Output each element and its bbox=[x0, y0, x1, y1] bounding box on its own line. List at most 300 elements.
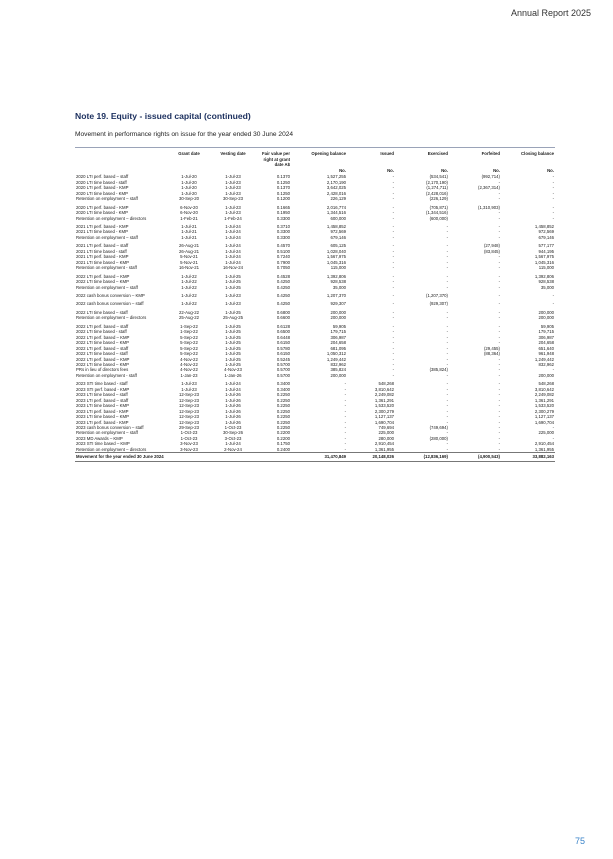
issued: - bbox=[392, 210, 394, 216]
issued: - bbox=[392, 323, 394, 329]
row-label: 2021 LTI time based - KMP bbox=[76, 229, 128, 235]
row-label: 2020 LTI perf. based - KMP bbox=[76, 185, 129, 191]
fair-value: 0.6500 bbox=[276, 329, 290, 335]
opening-balance: 200,000 bbox=[330, 315, 346, 321]
issued: - bbox=[392, 329, 394, 335]
closing-balance: - bbox=[552, 435, 554, 441]
grant-date: 4-Nov-22 bbox=[180, 361, 198, 367]
issued: - bbox=[392, 356, 394, 362]
fair-value: 0.1950 bbox=[276, 210, 290, 216]
closing-balance: 200,000 bbox=[538, 372, 554, 378]
row-label: 2021 LTI time based – KMP bbox=[76, 259, 129, 265]
opening-balance: 1,207,370 bbox=[326, 292, 346, 298]
closing-balance: 200,000 bbox=[538, 309, 554, 315]
grant-date: 1-Oct-23 bbox=[180, 430, 198, 436]
vesting-date: 1-Feb-24 bbox=[224, 215, 242, 221]
grant-date: 1-Jul-21 bbox=[181, 229, 197, 235]
forfeited: - bbox=[498, 446, 500, 452]
forfeited: - bbox=[498, 424, 500, 430]
row-label: 2022 cash bonus conversion – staff bbox=[76, 301, 144, 307]
grant-date: 12-Sep-23 bbox=[178, 408, 200, 414]
row-label: 2023 LTI time based – KMP bbox=[76, 414, 129, 420]
unit-fair-value bbox=[255, 168, 291, 175]
closing-balance: 35,000 bbox=[540, 284, 554, 290]
total-exercised: (12,836,169) bbox=[395, 453, 449, 461]
fair-value: 0.1370 bbox=[276, 185, 290, 191]
row-label: 2023 LTI perf. based - KMP bbox=[76, 419, 129, 425]
issued: 225,000 bbox=[378, 430, 394, 436]
forfeited: - bbox=[498, 224, 500, 229]
exercised: - bbox=[446, 414, 448, 420]
vesting-date: 1-Jul-25 bbox=[225, 309, 241, 315]
row-label: 2021 LTI time based - staff bbox=[76, 248, 127, 254]
forfeited: (1,310,903) bbox=[478, 204, 500, 210]
forfeited: - bbox=[498, 386, 500, 392]
closing-balance: 3,810,642 bbox=[534, 386, 554, 392]
closing-balance: - bbox=[552, 190, 554, 196]
fair-value: 0.2200 bbox=[276, 430, 290, 436]
forfeited: - bbox=[498, 284, 500, 290]
table-top-rule bbox=[75, 147, 555, 148]
forfeited: (88,364) bbox=[483, 351, 500, 357]
report-title: Annual Report 2025 bbox=[510, 8, 591, 18]
forfeited: - bbox=[498, 392, 500, 398]
performance-rights-table-container bbox=[75, 150, 555, 462]
vesting-date: 1-Jul-25 bbox=[225, 345, 241, 351]
vesting-date: 1-Jul-25 bbox=[225, 284, 241, 290]
fair-value: 0.4250 bbox=[276, 284, 290, 290]
grant-date: 22-Aug-22 bbox=[178, 309, 200, 315]
grant-date: 1-Jul-22 bbox=[181, 301, 197, 307]
grant-date: 1-Sep-22 bbox=[180, 323, 198, 329]
opening-balance: 200,000 bbox=[330, 309, 346, 315]
issued: - bbox=[392, 279, 394, 285]
fair-value: 0.3300 bbox=[276, 229, 290, 235]
fair-value: 0.1250 bbox=[276, 179, 290, 185]
row-label: 2023 LTI perf. based – staff bbox=[76, 397, 129, 403]
opening-balance: 679,146 bbox=[330, 234, 346, 240]
exercised: (929,307) bbox=[429, 301, 448, 307]
fair-value: 0.7050 bbox=[276, 265, 290, 271]
fair-value: 0.5700 bbox=[276, 372, 290, 378]
row-label: 2022 LTI perf. based – KMP bbox=[76, 334, 130, 340]
vesting-date: 4-Nov-23 bbox=[224, 367, 242, 373]
exercised: - bbox=[446, 315, 448, 321]
row-label: 2022 LTI time based – KMP bbox=[76, 340, 129, 346]
issued: - bbox=[392, 229, 394, 235]
forfeited: - bbox=[498, 190, 500, 196]
issued: - bbox=[392, 190, 394, 196]
column-header-opening-balance: Opening balance bbox=[311, 151, 346, 156]
grant-date: 5-Sep-22 bbox=[180, 345, 198, 351]
forfeited: - bbox=[498, 315, 500, 321]
grant-date: 26-Aug-21 bbox=[178, 248, 200, 254]
unit-vesting-date bbox=[211, 168, 255, 175]
column-header-grant-date: Grant date bbox=[178, 151, 200, 156]
closing-balance: - bbox=[552, 215, 554, 221]
forfeited: - bbox=[498, 309, 500, 315]
note-title: Note 19. Equity - issued capital (continued) bbox=[75, 111, 251, 121]
forfeited: - bbox=[498, 340, 500, 346]
forfeited: - bbox=[498, 179, 500, 185]
grant-date: 3-Nov-23 bbox=[180, 446, 198, 452]
grant-date: 12-Sep-23 bbox=[178, 419, 200, 425]
exercised: - bbox=[446, 329, 448, 335]
row-label: 2022 LTI time based – KMP bbox=[76, 361, 129, 367]
forfeited: - bbox=[498, 367, 500, 373]
vesting-date: 1-Jul-25 bbox=[225, 329, 241, 335]
opening-balance: - bbox=[344, 430, 346, 436]
total-issued: 20,148,026 bbox=[347, 453, 395, 461]
grant-date: 26-Aug-21 bbox=[178, 243, 200, 249]
grant-date: 30-Sep-20 bbox=[178, 196, 200, 202]
exercised: (1,274,711) bbox=[426, 185, 448, 191]
opening-balance: - bbox=[344, 414, 346, 420]
opening-balance: 2,170,190 bbox=[326, 179, 346, 185]
closing-balance: 306,987 bbox=[538, 334, 554, 340]
grant-date: 5-Sep-22 bbox=[180, 340, 198, 346]
grant-date: 1-Jul-23 bbox=[181, 381, 197, 387]
opening-balance: 1,050,312 bbox=[326, 351, 346, 357]
row-label: 2023 STI time based - staff bbox=[76, 381, 128, 387]
fair-value: 0.4250 bbox=[276, 301, 290, 307]
opening-balance: - bbox=[344, 397, 346, 403]
closing-balance: - bbox=[552, 185, 554, 191]
closing-balance: 651,640 bbox=[538, 345, 554, 351]
vesting-date: 1-Jul-23 bbox=[225, 190, 241, 196]
row-label: Retention on employment – directors bbox=[76, 215, 147, 221]
fair-value: 0.4250 bbox=[276, 279, 290, 285]
exercised: - bbox=[446, 361, 448, 367]
vesting-date: 30-Sep-23 bbox=[222, 196, 244, 202]
issued: - bbox=[392, 248, 394, 254]
grant-date: 12-Sep-23 bbox=[178, 414, 200, 420]
forfeited: - bbox=[498, 292, 500, 298]
fair-value: 0.4250 bbox=[276, 292, 290, 298]
forfeited: - bbox=[498, 279, 500, 285]
opening-balance: - bbox=[344, 386, 346, 392]
total-label: Movement for the year ended 30 June 2024 bbox=[75, 453, 291, 461]
row-label: 2022 LTI perf. based – KMP bbox=[76, 273, 130, 279]
issued: - bbox=[392, 185, 394, 191]
opening-balance: - bbox=[344, 392, 346, 398]
fair-value: 0.7240 bbox=[276, 254, 290, 260]
issued: 548,268 bbox=[378, 381, 394, 387]
row-label: 2022 LTI time based – staff bbox=[76, 309, 128, 315]
grant-date: 1-Jul-21 bbox=[181, 224, 197, 229]
forfeited: - bbox=[498, 229, 500, 235]
vesting-date: 3-Oct-23 bbox=[224, 435, 242, 441]
closing-balance: 225,000 bbox=[538, 430, 554, 436]
exercised: - bbox=[446, 265, 448, 271]
row-label: Retention on employment – directors bbox=[76, 446, 147, 452]
exercised: (280,000) bbox=[429, 435, 448, 441]
fair-value: 0.2400 bbox=[276, 446, 290, 452]
exercised: - bbox=[446, 254, 448, 260]
vesting-date: 1-Jul-23 bbox=[225, 292, 241, 298]
grant-date: 1-Jul-23 bbox=[181, 386, 197, 392]
opening-balance: 200,000 bbox=[330, 372, 346, 378]
grant-date: 1-Jul-22 bbox=[181, 292, 197, 298]
issued: - bbox=[392, 254, 394, 260]
issued: - bbox=[392, 309, 394, 315]
column-header-vesting-date: Vesting date bbox=[220, 151, 246, 156]
issued: - bbox=[392, 179, 394, 185]
row-label: 2020 LTI time based - KMP bbox=[76, 210, 128, 216]
unit-grant-date bbox=[167, 168, 211, 175]
issued: 3,810,642 bbox=[374, 386, 394, 392]
forfeited: - bbox=[498, 430, 500, 436]
fair-value: 0.1370 bbox=[276, 174, 290, 180]
fair-value: 0.2250 bbox=[276, 419, 290, 425]
forfeited: - bbox=[498, 414, 500, 420]
fair-value: 0.5700 bbox=[276, 361, 290, 367]
issued: - bbox=[392, 372, 394, 378]
vesting-date: 1-Jul-25 bbox=[225, 361, 241, 367]
opening-balance: 1,249,442 bbox=[326, 356, 346, 362]
row-label: 2023 STI perf. based - KMP bbox=[76, 386, 130, 392]
opening-balance: 35,000 bbox=[332, 284, 346, 290]
table-body bbox=[75, 174, 555, 452]
forfeited: - bbox=[498, 210, 500, 216]
exercised: (749,694) bbox=[429, 424, 448, 430]
issued: 1,127,137 bbox=[374, 414, 394, 420]
fair-value: 0.7900 bbox=[276, 259, 290, 265]
forfeited: - bbox=[498, 215, 500, 221]
vesting-date: 1-Jul-24 bbox=[225, 243, 241, 249]
closing-balance: 928,538 bbox=[538, 279, 554, 285]
fair-value: 0.2250 bbox=[276, 408, 290, 414]
opening-balance: 226,129 bbox=[330, 196, 346, 202]
exercised: - bbox=[446, 403, 448, 409]
vesting-date: 1-Jul-24 bbox=[225, 254, 241, 260]
closing-balance: 1,567,975 bbox=[534, 254, 554, 260]
closing-balance: 1,361,955 bbox=[534, 446, 554, 452]
vesting-date: 1-Jul-25 bbox=[225, 323, 241, 329]
closing-balance: 679,146 bbox=[538, 234, 554, 240]
unit-exercised: No. bbox=[441, 167, 448, 173]
vesting-date: 1-Jul-26 bbox=[225, 403, 241, 409]
row-label: Retention on employment – directors bbox=[76, 315, 147, 321]
fair-value: 0.1665 bbox=[276, 204, 290, 210]
fair-value: 0.1250 bbox=[276, 190, 290, 196]
issued: - bbox=[392, 351, 394, 357]
fair-value: 0.3300 bbox=[276, 234, 290, 240]
forfeited: (27,948) bbox=[483, 243, 500, 249]
opening-balance: 1,567,975 bbox=[326, 254, 346, 260]
forfeited: - bbox=[498, 441, 500, 447]
grant-date: 1-Jul-22 bbox=[181, 273, 197, 279]
row-label: 2022 LTI perf. based – staff bbox=[76, 323, 129, 329]
vesting-date: 30-Sep-26 bbox=[222, 430, 244, 436]
grant-date: 5-Sep-22 bbox=[180, 351, 198, 357]
exercised: (1,344,516) bbox=[426, 210, 448, 216]
page-number: 75 bbox=[574, 836, 585, 846]
forfeited: - bbox=[498, 397, 500, 403]
closing-balance: 972,569 bbox=[538, 229, 554, 235]
row-label: 2022 LTI time based – KMP bbox=[76, 279, 129, 285]
row-label: 2020 LTI time based - staff bbox=[76, 179, 127, 185]
row-label: 2022 LTI time based - staff bbox=[76, 329, 127, 335]
grant-date: 12-Sep-23 bbox=[178, 392, 200, 398]
issued: - bbox=[392, 196, 394, 202]
vesting-date: 1-Jul-26 bbox=[225, 408, 241, 414]
exercised: (2,428,016) bbox=[426, 190, 448, 196]
grant-date: 1-Feb-21 bbox=[180, 215, 198, 221]
row-label: Retention on employment – staff bbox=[76, 284, 138, 290]
vesting-date: 1-Jul-23 bbox=[225, 174, 241, 180]
closing-balance: - bbox=[552, 292, 554, 298]
total-closing-balance: 33,882,163 bbox=[501, 453, 555, 461]
row-label: Retention on employment – staff bbox=[76, 430, 138, 436]
vesting-date: 1-Jul-24 bbox=[225, 229, 241, 235]
unit-opening-balance: No. bbox=[339, 167, 346, 173]
opening-balance: - bbox=[344, 419, 346, 425]
vesting-date: 1-Jul-24 bbox=[225, 259, 241, 265]
exercised: (2,170,190) bbox=[426, 179, 448, 185]
issued: - bbox=[392, 243, 394, 249]
fair-value: 0.2250 bbox=[276, 424, 290, 430]
closing-balance: - bbox=[552, 179, 554, 185]
fair-value: 0.1750 bbox=[276, 441, 290, 447]
opening-balance: - bbox=[344, 403, 346, 409]
total-opening-balance: 31,470,849 bbox=[291, 453, 347, 461]
vesting-date: 1-Jul-24 bbox=[225, 381, 241, 387]
fair-value: 0.6800 bbox=[276, 309, 290, 315]
grant-date: 4-Nov-22 bbox=[180, 356, 198, 362]
vesting-date: 1-Jul-23 bbox=[225, 301, 241, 307]
exercised: (534,541) bbox=[429, 174, 448, 180]
exercised: - bbox=[446, 381, 448, 387]
fair-value: 0.2250 bbox=[276, 414, 290, 420]
closing-balance: 115,000 bbox=[538, 265, 554, 271]
opening-balance: 2,016,774 bbox=[326, 204, 346, 210]
exercised: - bbox=[446, 351, 448, 357]
issued: - bbox=[392, 224, 394, 229]
opening-balance: 204,658 bbox=[330, 340, 346, 346]
opening-balance: 681,095 bbox=[330, 345, 346, 351]
exercised: - bbox=[446, 392, 448, 398]
unit-closing-balance: No. bbox=[547, 167, 554, 173]
closing-balance: 577,177 bbox=[538, 243, 554, 249]
closing-balance: 944,195 bbox=[538, 248, 554, 254]
vesting-date: 25-Aug-25 bbox=[222, 315, 244, 321]
exercised: - bbox=[446, 284, 448, 290]
forfeited: - bbox=[498, 334, 500, 340]
grant-date: 16-Nov-21 bbox=[178, 265, 200, 271]
closing-balance: 1,249,442 bbox=[534, 356, 554, 362]
fair-value: 0.6128 bbox=[276, 323, 290, 329]
closing-balance: 1,458,852 bbox=[534, 224, 554, 229]
grant-date: 29-Sep-23 bbox=[178, 424, 200, 430]
closing-balance: 1,045,316 bbox=[534, 259, 554, 265]
opening-balance: - bbox=[344, 446, 346, 452]
exercised: - bbox=[446, 386, 448, 392]
vesting-date: 1-Jul-25 bbox=[225, 273, 241, 279]
grant-date: 1-Jan-23 bbox=[180, 372, 198, 378]
opening-balance: 179,715 bbox=[330, 329, 346, 335]
forfeited: - bbox=[498, 234, 500, 240]
issued: - bbox=[392, 361, 394, 367]
grant-date: 5-Nov-21 bbox=[180, 254, 198, 260]
opening-balance: 1,028,040 bbox=[326, 248, 346, 254]
vesting-date: 1-Jul-24 bbox=[225, 234, 241, 240]
fair-value: 0.2250 bbox=[276, 392, 290, 398]
opening-balance: 3,642,025 bbox=[326, 185, 346, 191]
unit-forfeited: No. bbox=[493, 167, 500, 173]
exercised: - bbox=[446, 419, 448, 425]
closing-balance: 548,268 bbox=[538, 381, 554, 387]
grant-date: 1-Jul-21 bbox=[181, 234, 197, 240]
exercised: - bbox=[446, 397, 448, 403]
closing-balance: 2,249,082 bbox=[534, 392, 554, 398]
vesting-date: 1-Jul-26 bbox=[225, 392, 241, 398]
grant-date: 3-Nov-23 bbox=[180, 441, 198, 447]
issued: - bbox=[392, 259, 394, 265]
grant-date: 1-Oct-23 bbox=[180, 435, 198, 441]
issued: - bbox=[392, 367, 394, 373]
exercised: - bbox=[446, 243, 448, 249]
table-footer bbox=[75, 453, 555, 461]
issued: 2,910,454 bbox=[374, 441, 394, 447]
opening-balance: 306,987 bbox=[330, 334, 346, 340]
fair-value: 0.5245 bbox=[276, 356, 290, 362]
grant-date: 1-Jul-22 bbox=[181, 279, 197, 285]
issued: 2,249,082 bbox=[374, 392, 394, 398]
opening-balance: 605,125 bbox=[330, 243, 346, 249]
closing-balance: 832,962 bbox=[538, 361, 554, 367]
fair-value: 0.6150 bbox=[276, 351, 290, 357]
grant-date: 25-Aug-22 bbox=[178, 315, 200, 321]
issued: - bbox=[392, 345, 394, 351]
exercised: - bbox=[446, 273, 448, 279]
forfeited: - bbox=[498, 301, 500, 307]
vesting-date: 1-Jul-24 bbox=[225, 441, 241, 447]
opening-balance: 1,045,316 bbox=[326, 259, 346, 265]
row-label: 2020 LTI perf. based - KMP bbox=[76, 204, 129, 210]
vesting-date: 1-Jul-26 bbox=[225, 397, 241, 403]
forfeited: (992,714) bbox=[481, 174, 500, 180]
forfeited: - bbox=[498, 408, 500, 414]
fair-value: 0.6600 bbox=[276, 315, 290, 321]
fair-value: 0.3400 bbox=[276, 386, 290, 392]
forfeited: - bbox=[498, 403, 500, 409]
table-subtitle: Movement in performance rights on issue for the year ended 30 June 2024 bbox=[75, 131, 294, 138]
opening-balance: 928,538 bbox=[330, 279, 346, 285]
fair-value: 0.2250 bbox=[276, 403, 290, 409]
issued: - bbox=[392, 174, 394, 180]
issued: - bbox=[392, 334, 394, 340]
fair-value: 0.2200 bbox=[276, 435, 290, 441]
opening-balance: 59,905 bbox=[332, 323, 346, 329]
opening-balance: - bbox=[344, 435, 346, 441]
row-label: 2021 LTI perf. based - KMP bbox=[76, 254, 129, 260]
forfeited: - bbox=[498, 435, 500, 441]
row-label: Retention on employment - staff bbox=[76, 372, 137, 378]
vesting-date: 1-Jul-24 bbox=[225, 224, 241, 229]
vesting-date: 1-Jul-26 bbox=[225, 414, 241, 420]
exercised: (226,129) bbox=[429, 196, 448, 202]
forfeited: - bbox=[498, 273, 500, 279]
closing-balance: - bbox=[552, 301, 554, 307]
closing-balance: 1,361,291 bbox=[534, 397, 554, 403]
row-label: 2021 LTI perf. based - KMP bbox=[76, 224, 129, 229]
fair-value: 0.5100 bbox=[276, 248, 290, 254]
units-row bbox=[75, 168, 555, 175]
opening-balance: - bbox=[344, 441, 346, 447]
issued: - bbox=[392, 340, 394, 346]
forfeited: - bbox=[498, 323, 500, 329]
